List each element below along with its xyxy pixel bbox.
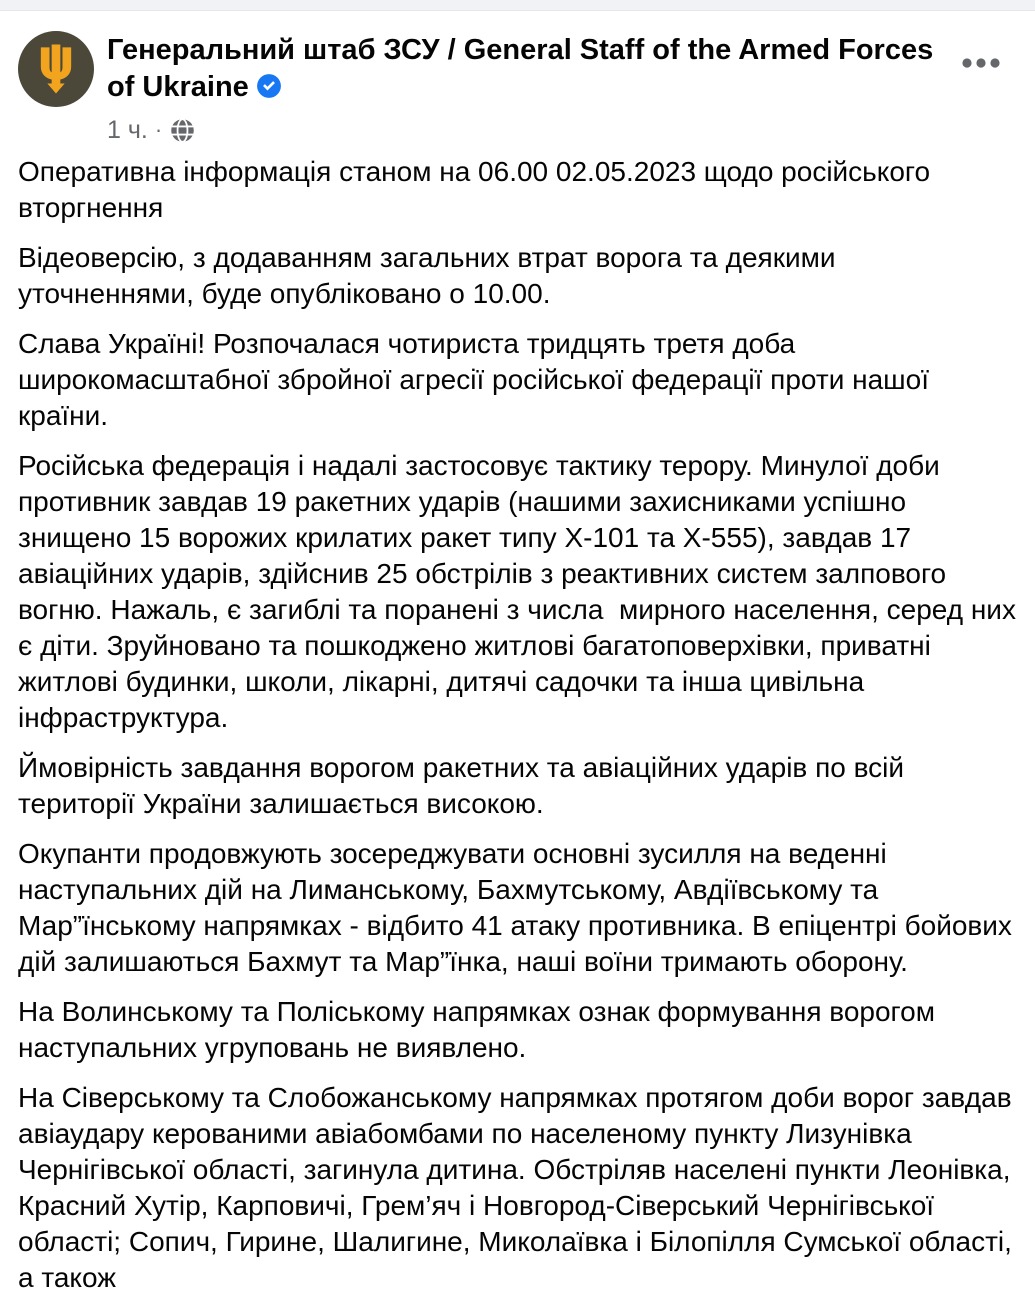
post-paragraph: На Сіверському та Слобожанському напрямках протягом доби ворог завдав авіаудару керованими авіабомбами по населеному пункту Лизунівка Чернігівської області, загинула дитина. Обстріляв населені пункти Леонівка, Красний Хутір, Карповичі, Грем’яч і Новгород-Сіверський Чернігівської області; Сопич, Гирине, Шалигине, Миколаївка і Білопілля Сумської області, а також: [18, 1082, 1020, 1293]
globe-icon: [169, 117, 196, 144]
post-meta-row: [107, 116, 952, 144]
trident-icon: [35, 43, 77, 95]
post-paragraph: Слава Україні! Розпочалася чотириста тридцять третя доба широкомасштабної збройної агресії російської федерації проти нашої країни.: [18, 328, 937, 431]
post-header: [18, 31, 1017, 144]
post-paragraph: Відеоверсію, з додаванням загальних втрат ворога та деякими уточненнями, буде опубліковано о 10.00.: [18, 242, 844, 309]
post-paragraph: Окупанти продовжують зосереджувати основні зусилля на веденні наступальних дій на Лиманському, Бахмутському, Авдіївському та Мар”їнському напрямках - відбито 41 атаку противника. В епіцентрі бойових дій залишаються Бахмут та Мар”їнка, наші воїни тримають оборону.: [18, 838, 1020, 977]
post-paragraph: На Волинському та Поліському напрямках ознак формування ворогом наступальних угруповань не виявлено.: [18, 996, 943, 1063]
post-paragraph: Ймовірність завдання ворогом ракетних та авіаційних ударів по всій території України залишається високою.: [18, 752, 912, 819]
page-background-strip: [0, 0, 1035, 11]
meta-separator: ·: [154, 117, 163, 142]
ellipsis-icon: [961, 57, 1001, 69]
timestamp-link[interactable]: 1 ч.: [107, 116, 148, 144]
page-avatar[interactable]: [18, 31, 94, 107]
header-text-block: [107, 31, 952, 144]
page-name-text: Генеральний штаб ЗСУ / General Staff of the Armed Forces of Ukraine: [107, 34, 934, 103]
post-card: [0, 11, 1035, 1296]
post-body: [18, 154, 1024, 1296]
verified-badge-icon: [256, 72, 282, 109]
more-options-button[interactable]: [951, 47, 1011, 79]
post-paragraph: Оперативна інформація станом на 06.00 02.05.2023 щодо російського вторгнення: [18, 156, 938, 223]
page-name-link[interactable]: [107, 32, 952, 109]
post-paragraph: Російська федерація і надалі застосовує тактику терору. Минулої доби противник завдав 19 ракетних ударів (нашими захисниками успішно знищено 15 ворожих крилатих ракет типу Х-101 та Х-555), завдав 17 авіаційних ударів, здійснив 25 обстрілів з реактивних систем залпового вогню. Нажаль, є загиблі та поранені з числа мирного населення, серед них є діти. Зруйновано та пошкоджено житлові багатоповерхівки, приватні житлові будинки, школи, лікарні, дитячі садочки та інша цивільна інфраструктура.: [18, 450, 1024, 733]
